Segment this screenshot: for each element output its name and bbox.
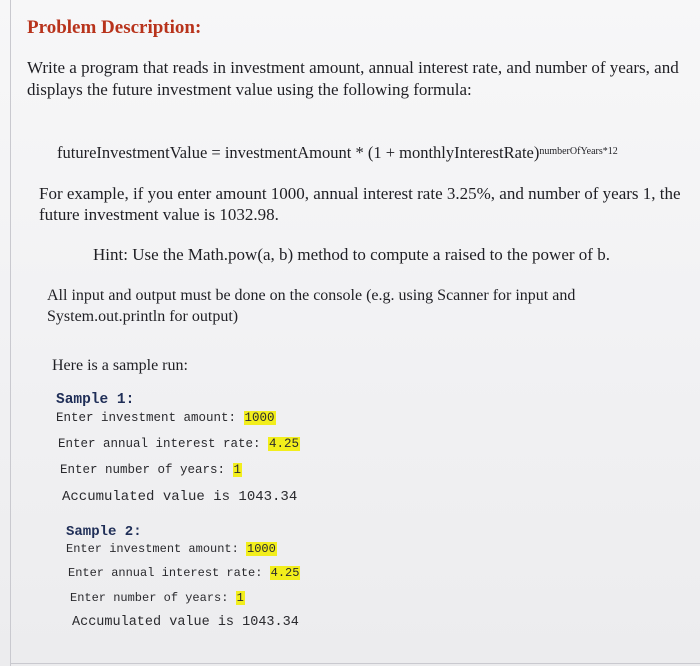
sample-1-amount-line	[56, 411, 276, 425]
intro-line-1: Write a program that reads in investment amount, annual interest rate, and number of years, and	[27, 58, 679, 77]
example-line-2: future investment value is 1032.98.	[39, 205, 279, 224]
formula-rhs: investmentAmount * (1 + monthlyInterestRate)	[224, 143, 540, 162]
page-border-bottom	[10, 663, 700, 664]
sample-2-rate-prompt: Enter annual interest rate:	[68, 566, 270, 580]
sample-2-result: Accumulated value is 1043.34	[72, 615, 299, 630]
formula	[57, 142, 618, 167]
io-note-line-2: System.out.println for output)	[47, 308, 239, 325]
intro-line-2: displays the future investment value using the following formula:	[27, 80, 472, 99]
sample-2-rate-value: 4.25	[270, 566, 300, 580]
sample-2-years-value: 1	[236, 591, 244, 605]
sample-2-years-prompt: Enter number of years:	[70, 591, 236, 605]
sample-2-title: Sample 2:	[66, 524, 142, 540]
page-border-left	[10, 0, 11, 666]
sample-1-rate-value: 4.25	[269, 437, 300, 451]
sample-2-rate-line	[68, 566, 300, 580]
sample-1-years-value: 1	[233, 463, 242, 477]
formula-equals: =	[207, 143, 225, 162]
io-note-line-1: All input and output must be done on the console (e.g. using Scanner for input and	[47, 287, 576, 304]
sample-1-result: Accumulated value is 1043.34	[62, 489, 298, 505]
sample-2-amount-value: 1000	[247, 542, 276, 556]
example-line-1: For example, if you enter amount 1000, annual interest rate 3.25%, and number of years 1, the	[39, 184, 681, 203]
formula-lhs: futureInvestmentValue	[57, 143, 208, 162]
sample-1-years-prompt: Enter number of years:	[60, 463, 233, 477]
problem-heading: Problem Description:	[27, 17, 202, 38]
sample-1-rate-prompt: Enter annual interest rate:	[58, 437, 269, 451]
sample-1-title: Sample 1:	[56, 392, 135, 408]
sample-2-amount-line	[66, 542, 277, 556]
sample-intro: Here is a sample run:	[52, 357, 188, 374]
sample-2-years-line	[70, 591, 245, 605]
sample-2-amount-prompt: Enter investment amount:	[66, 542, 247, 556]
sample-1-amount-prompt: Enter investment amount:	[56, 411, 244, 425]
hint-text: Hint: Use the Math.pow(a, b) method to compute a raised to the power of b.	[93, 245, 610, 264]
sample-1-amount-value: 1000	[244, 411, 275, 425]
sample-1-years-line	[60, 463, 242, 477]
formula-exponent: numberOfYears*12	[539, 146, 618, 157]
sample-1-rate-line	[58, 437, 300, 451]
